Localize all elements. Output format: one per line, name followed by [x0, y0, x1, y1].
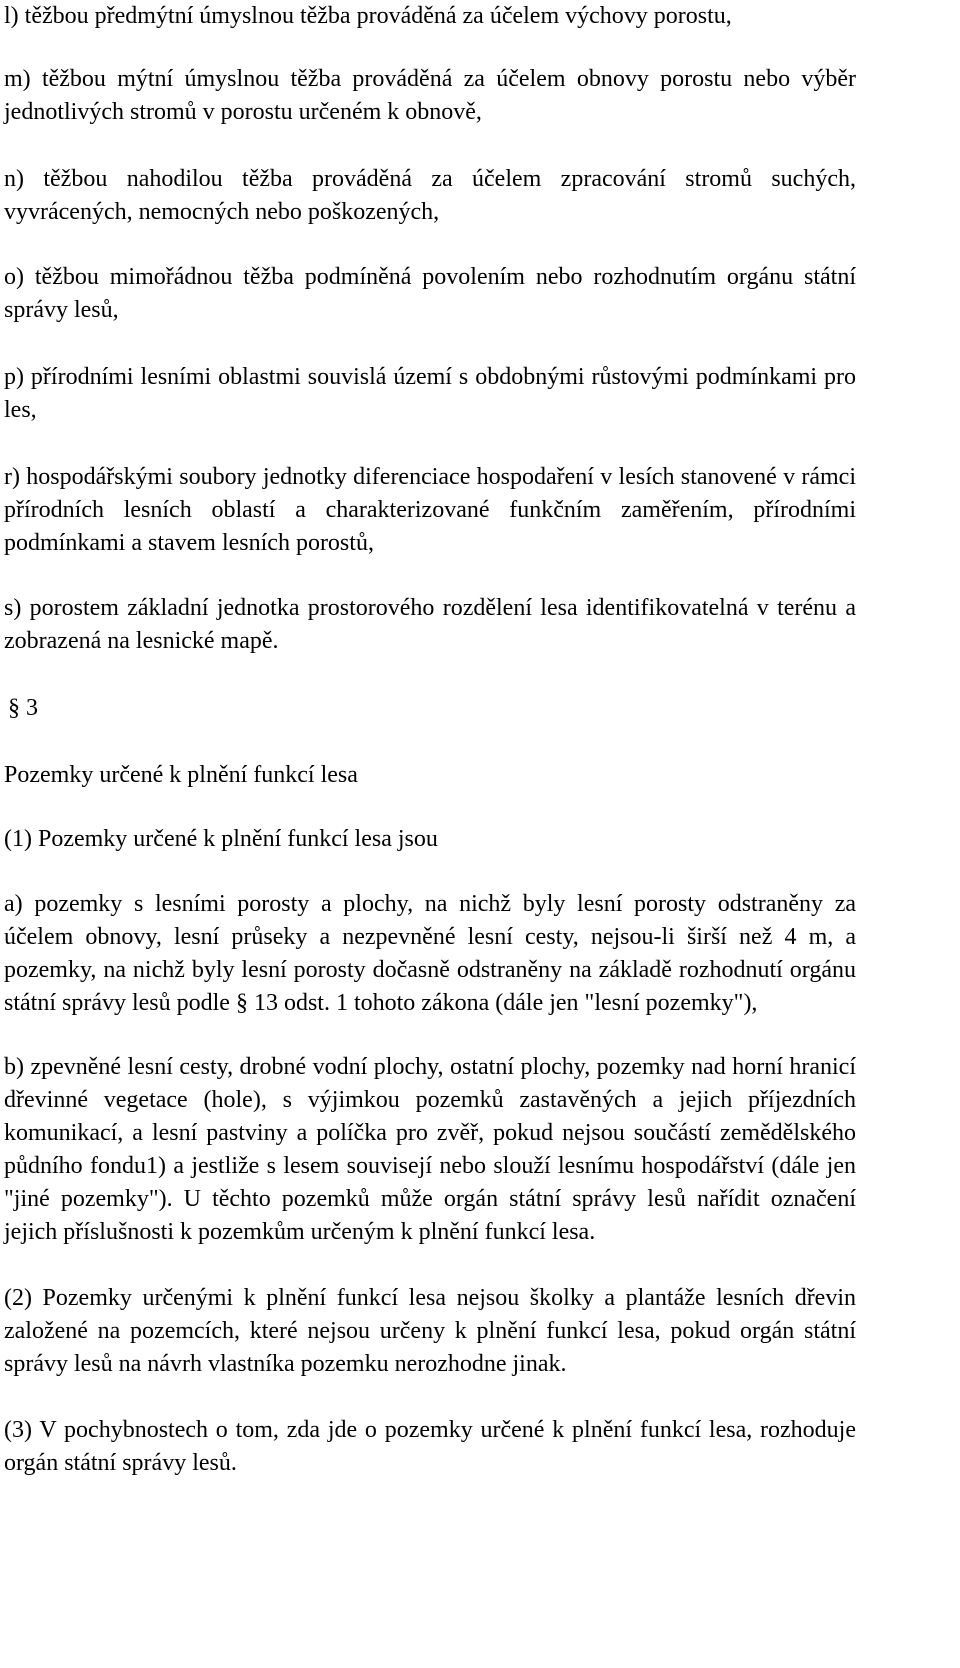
definition-o: o) těžbou mimořádnou těžba podmíněná povolením nebo rozhodnutím orgánu státní správy lesů, — [4, 264, 856, 323]
paragraph-1-item-b: b) zpevněné lesní cesty, drobné vodní plochy, ostatní plochy, pozemky nad horní hranicí dřevinné vegetace (hole), s výjimkou pozemků zastavěných a jejich příjezdních komunikací, a lesní pastviny a políčka pro zvěř, pokud nejsou součástí zemědělského půdního fondu1) a jestliže s lesem souvisejí nebo slouží lesnímu hospodářství (dále jen "jiné pozemky"). U těchto pozemků může orgán státní správy lesů nařídit označení jejich příslušnosti k pozemkům určeným k plnění funkcí lesa. — [4, 1054, 856, 1245]
definition-l: l) těžbou předmýtní úmyslnou těžba prováděná za účelem výchovy porostu, — [4, 3, 732, 29]
document-page — [4, 0, 856, 1480]
definition-r: r) hospodářskými soubory jednotky diferenciace hospodaření v lesích stanovené v rámci přírodních lesních oblastí a charakterizované funkčním zaměřením, přírodními podmínkami a stavem lesních porostů, — [4, 464, 856, 556]
section-title: Pozemky určené k plnění funkcí lesa — [4, 762, 358, 788]
definition-p: p) přírodními lesními oblastmi souvislá území s obdobnými růstovými podmínkami pro les, — [4, 364, 856, 423]
paragraph-1-intro: (1) Pozemky určené k plnění funkcí lesa jsou — [4, 826, 438, 852]
section-heading: § 3 — [8, 695, 38, 721]
definition-m: m) těžbou mýtní úmyslnou těžba prováděná za účelem obnovy porostu nebo výběr jednotlivých stromů v porostu určeném k obnově, — [4, 66, 856, 125]
definition-n: n) těžbou nahodilou těžba prováděná za účelem zpracování stromů suchých, vyvrácených, nemocných nebo poškozených, — [4, 166, 856, 225]
definition-s: s) porostem základní jednotka prostorového rozdělení lesa identifikovatelná v terénu a zobrazená na lesnické mapě. — [4, 595, 856, 654]
paragraph-1-item-a: a) pozemky s lesními porosty a plochy, na nichž byly lesní porosty odstraněny za účelem obnovy, lesní průseky a nezpevněné lesní cesty, nejsou-li širší než 4 m, a pozemky, na nichž byly lesní porosty dočasně odstraněny na základě rozhodnutí orgánu státní správy lesů podle § 13 odst. 1 tohoto zákona (dále jen "lesní pozemky"), — [4, 891, 856, 1016]
paragraph-2: (2) Pozemky určenými k plnění funkcí lesa nejsou školky a plantáže lesních dřevin založené na pozemcích, které nejsou určeny k plnění funkcí lesa, pokud orgán státní správy lesů na návrh vlastníka pozemku nerozhodne jinak. — [4, 1285, 856, 1377]
paragraph-3: (3) V pochybnostech o tom, zda jde o pozemky určené k plnění funkcí lesa, rozhoduje orgán státní správy lesů. — [4, 1417, 856, 1476]
